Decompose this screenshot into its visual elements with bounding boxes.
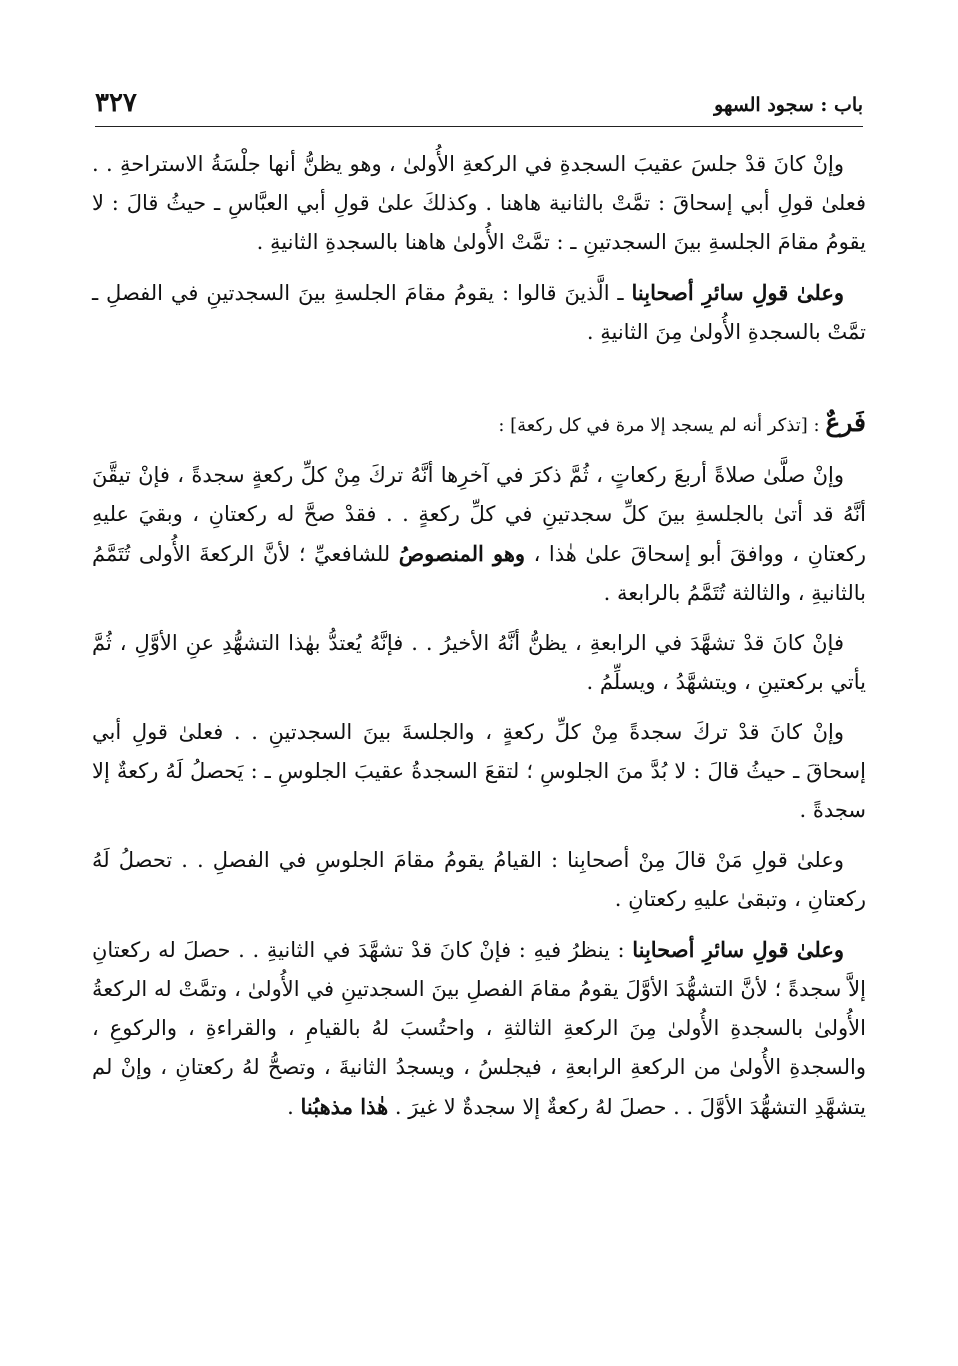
paragraph-text: وإنْ كانَ قدْ جلسَ عقيبَ السجدةِ في الركعةِ الأُولىٰ ، وهو يظنُّ أنها جلْسَةُ الاستراحةِ . . فعلىٰ قولِ أبي إسحاقَ : تمَّتْ بالثانية هاهنا . وكذلكَ علىٰ قولِ أبي العبَّاسِ ـ حيثُ قالَ : لا يقومُ مقامَ الجلسةِ بينَ السجدتينِ ـ : تمَّتْ الأُولىٰ هاهنا بالسجدةِ الثانيةِ . — [92, 152, 866, 254]
far-heading — [92, 403, 866, 445]
paragraph-text-tail: . — [287, 1095, 301, 1119]
running-head: باب : سجود السهو — [714, 94, 863, 116]
far-title: : [تذكر أنه لم يسجد إلا مرة في كل ركعة] : — [498, 415, 826, 436]
paragraph-bold-lead: وعلىٰ قولِ سائرِ أصحابِنا — [631, 280, 844, 305]
paragraph-4 — [92, 456, 866, 613]
paragraph-text-tail: للشافعيِّ ؛ لأنَّ الركعةَ الأُولى تُتَمَّمُ بالثانيةِ ، والثالثة تُتَمَّمُ بالرابعة . — [92, 542, 866, 605]
page-number: ٣٢٧ — [95, 88, 137, 118]
paragraph-7 — [92, 841, 866, 919]
paragraph-5 — [92, 624, 866, 702]
paragraph-bold-lead: وعلىٰ قولِ سائرِ أصحابِنا — [632, 937, 844, 962]
far-label: فَرعٌ — [825, 408, 866, 437]
page-body — [92, 145, 866, 1127]
paragraph-text: : ينظرُ فيهِ : فإنْ كانَ قدْ تشهَّدَ في الثانيةِ . . حصلَ له ركعتانِ إلاَّ سجدةً ؛ لأنَّ التشهُّدَ الأوَّلَ يقومُ مقامَ الفصلِ بينَ السجدتينِ في الأُولىٰ ، وتمَّتْ له الركعةُ الأُولىٰ بالسجدةِ الأُولىٰ مِنَ الركعةِ الثالثةِ ، واحتُسبَ لهُ بالقيامِ ، والقراءةِ ، والركوعِ ، والسجدةِ الأُولىٰ من الركعةِ الرابعةِ ، فيجلسُ ، ويسجدُ الثانيةَ ، وتصحُّ لهُ ركعتانِ ، وإنْ لم يتشهَّدِ التشهُّدَ الأوَّلَ . . حصلَ لهُ ركعةٌ إلا سجدةٌ لا غيرَ . — [92, 938, 866, 1119]
paragraph-6 — [92, 713, 866, 830]
paragraph-text: وعلىٰ قولِ مَنْ قالَ مِنْ أصحابِنا : القيامُ يقومُ مقامَ الجلوسِ في الفصلِ . . تحصلُ لَهُ ركعتانِ ، وتبقىٰ عليهِ ركعتانِ . — [92, 848, 866, 911]
paragraph-2 — [92, 273, 866, 352]
paragraph-text: ـ الَّذينَ قالوا : يقومُ مقامَ الجلسةِ بينَ السجدتينِ في الفصلِ ـ تمَّتْ بالسجدةِ الأُولىٰ مِنَ الثانيةِ . — [92, 281, 866, 344]
paragraph-8 — [92, 930, 866, 1127]
paragraph-bold-inline: وهو المنصوصُ — [398, 541, 526, 566]
paragraph-text: وإنْ صلَّىٰ صلاةً أربعَ ركعاتٍ ، ثُمَّ ذكرَ في آخرِها أنَّهُ تركَ مِنْ كلِّ ركعةٍ سجدةً ، فإنْ تيقَّنَ أنَّهُ قد أتىٰ بالجلسةِ بينَ كلِّ سجدتينِ في كلِّ ركعةٍ . . فقدْ صحَّ له ركعتانِ ، وبقيَ عليهِ ركعتانِ ، ووافقَ أبو إسحاقَ علىٰ هٰذا ، — [92, 463, 867, 566]
paragraph-text: وإنْ كانَ قدْ تركَ سجدةً مِنْ كلِّ ركعةٍ ، والجلسةَ بينَ السجدتينِ . . فعلىٰ قولِ أبي إسحاقَ ـ حيثُ قالَ : لا بُدَّ منَ الجلوسِ ؛ لتقعَ السجدةُ عقيبَ الجلوسِ ـ : يَحصلُ لَهُ ركعةٌ إلا سجدةً . — [92, 720, 866, 822]
paragraph-bold-inline: هٰذا مذهبُنا — [300, 1094, 389, 1119]
page-header — [95, 84, 863, 127]
paragraph-1 — [92, 145, 866, 262]
paragraph-text: فإنْ كانَ قدْ تشهَّدَ في الرابعةِ ، يظنُّ أنَّهُ الأخيرُ . . فإنَّهُ يُعتدُّ بهٰذا التشهُّدِ عنِ الأوَّلِ ، ثُمَّ يأتي بركعتينِ ، ويتشهَّدُ ، ويسلِّمُ . — [92, 631, 866, 694]
